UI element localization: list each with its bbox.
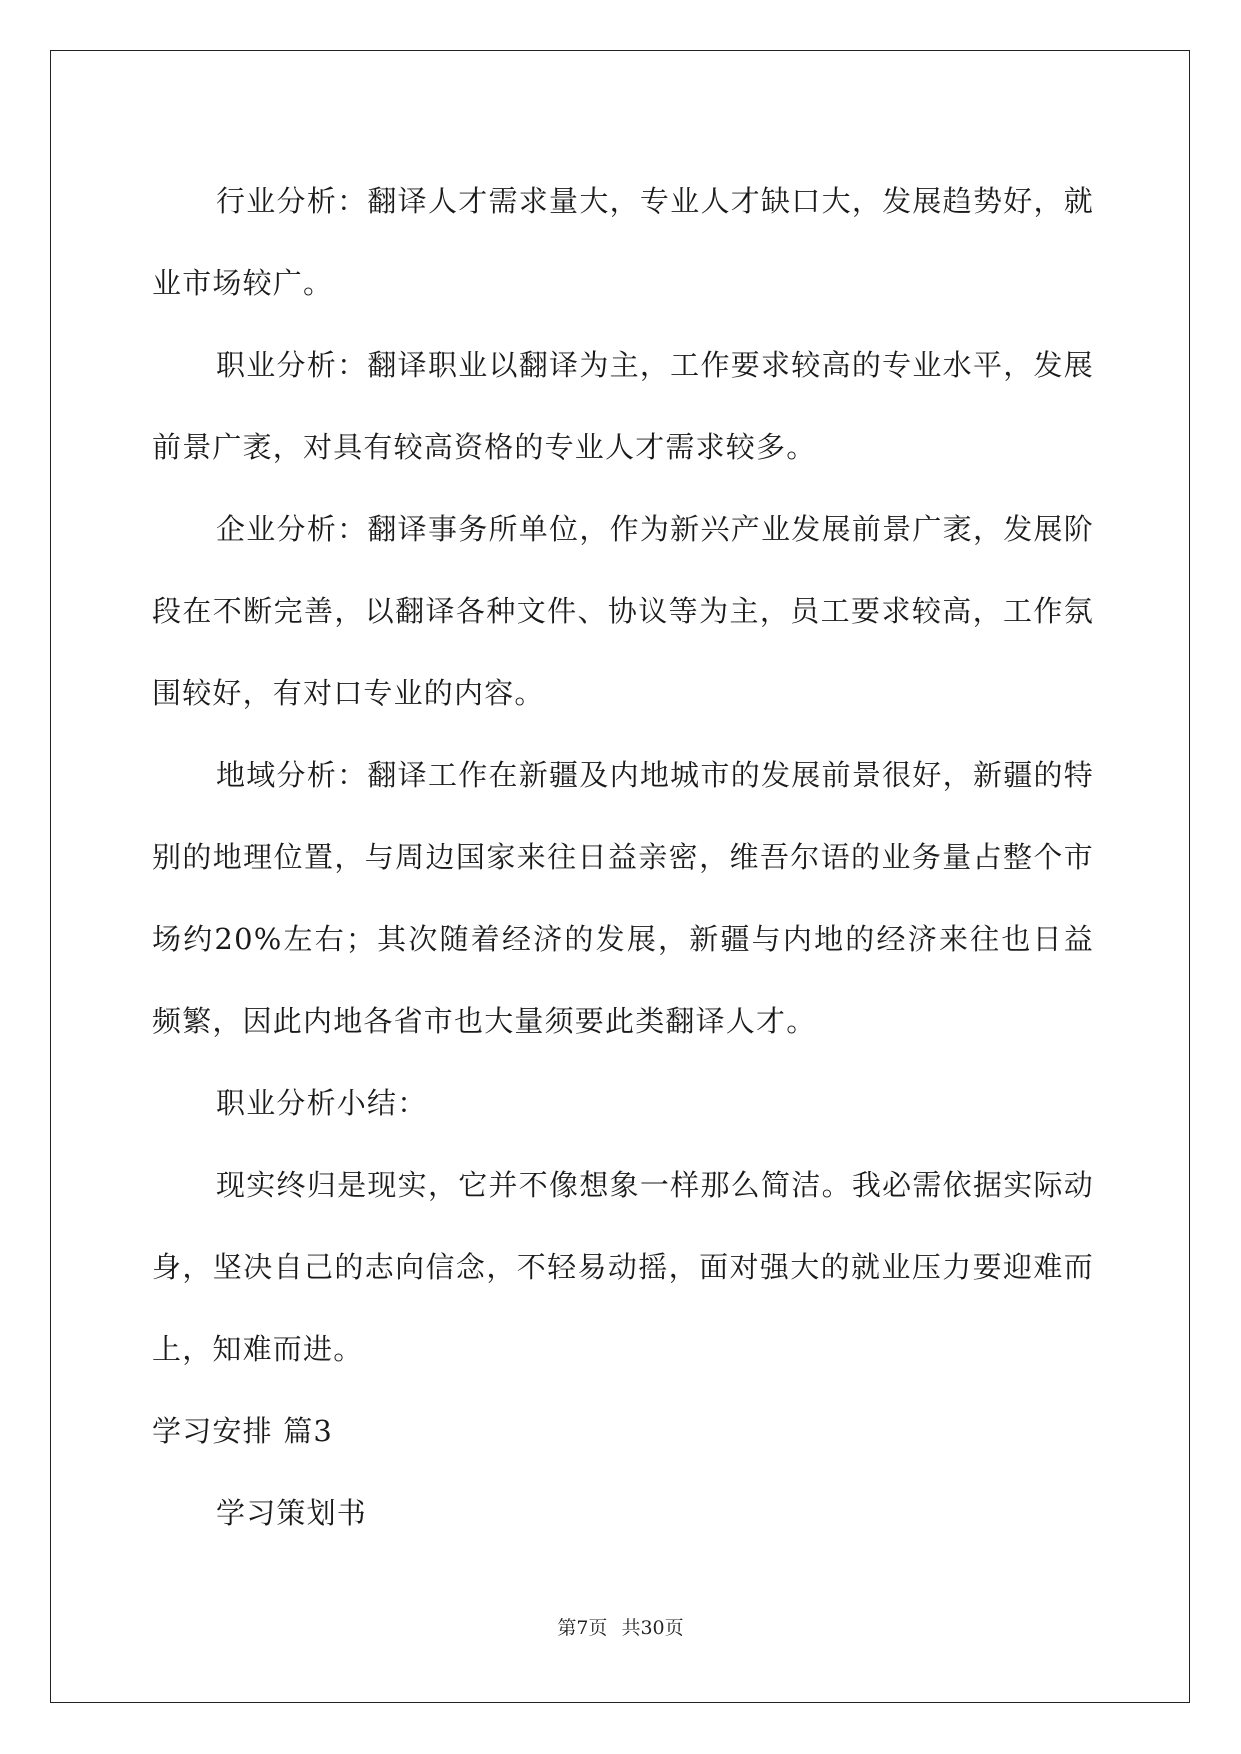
document-body (152, 160, 1094, 1554)
paragraph-summary-title: 职业分析小结： (216, 1086, 428, 1120)
paragraph-regional-analysis: 地域分析：翻译工作在新疆及内地城市的发展前景很好，新疆的特别的地理位置，与周边国家来往日益亲密，维吾尔语的业务量占整个市场约20%左右；其次随着经济的发展，新疆与内地的经济来往也日益频繁，因此内地各省市也大量须要此类翻译人才。 (152, 758, 1094, 1038)
page-total: 共30页 (621, 1617, 684, 1639)
subheading: 学习策划书 (216, 1496, 368, 1530)
section-heading: 学习安排 篇3 (152, 1414, 334, 1448)
paragraph-summary: 现实终归是现实，它并不像想象一样那么简洁。我必需依据实际动身，坚决自己的志向信念，不轻易动摇，面对强大的就业压力要迎难而上，知难而进。 (152, 1168, 1094, 1366)
page-number: 第7页 (557, 1617, 608, 1639)
paragraph-industry-analysis: 行业分析：翻译人才需求量大，专业人才缺口大，发展趋势好，就业市场较广。 (152, 184, 1094, 300)
paragraph-enterprise-analysis: 企业分析：翻译事务所单位，作为新兴产业发展前景广袤，发展阶段在不断完善，以翻译各种文件、协议等为主，员工要求较高，工作氛围较好，有对口专业的内容。 (152, 512, 1094, 710)
page-footer (0, 1613, 1241, 1640)
paragraph-career-analysis: 职业分析：翻译职业以翻译为主，工作要求较高的专业水平，发展前景广袤，对具有较高资格的专业人才需求较多。 (152, 348, 1094, 464)
